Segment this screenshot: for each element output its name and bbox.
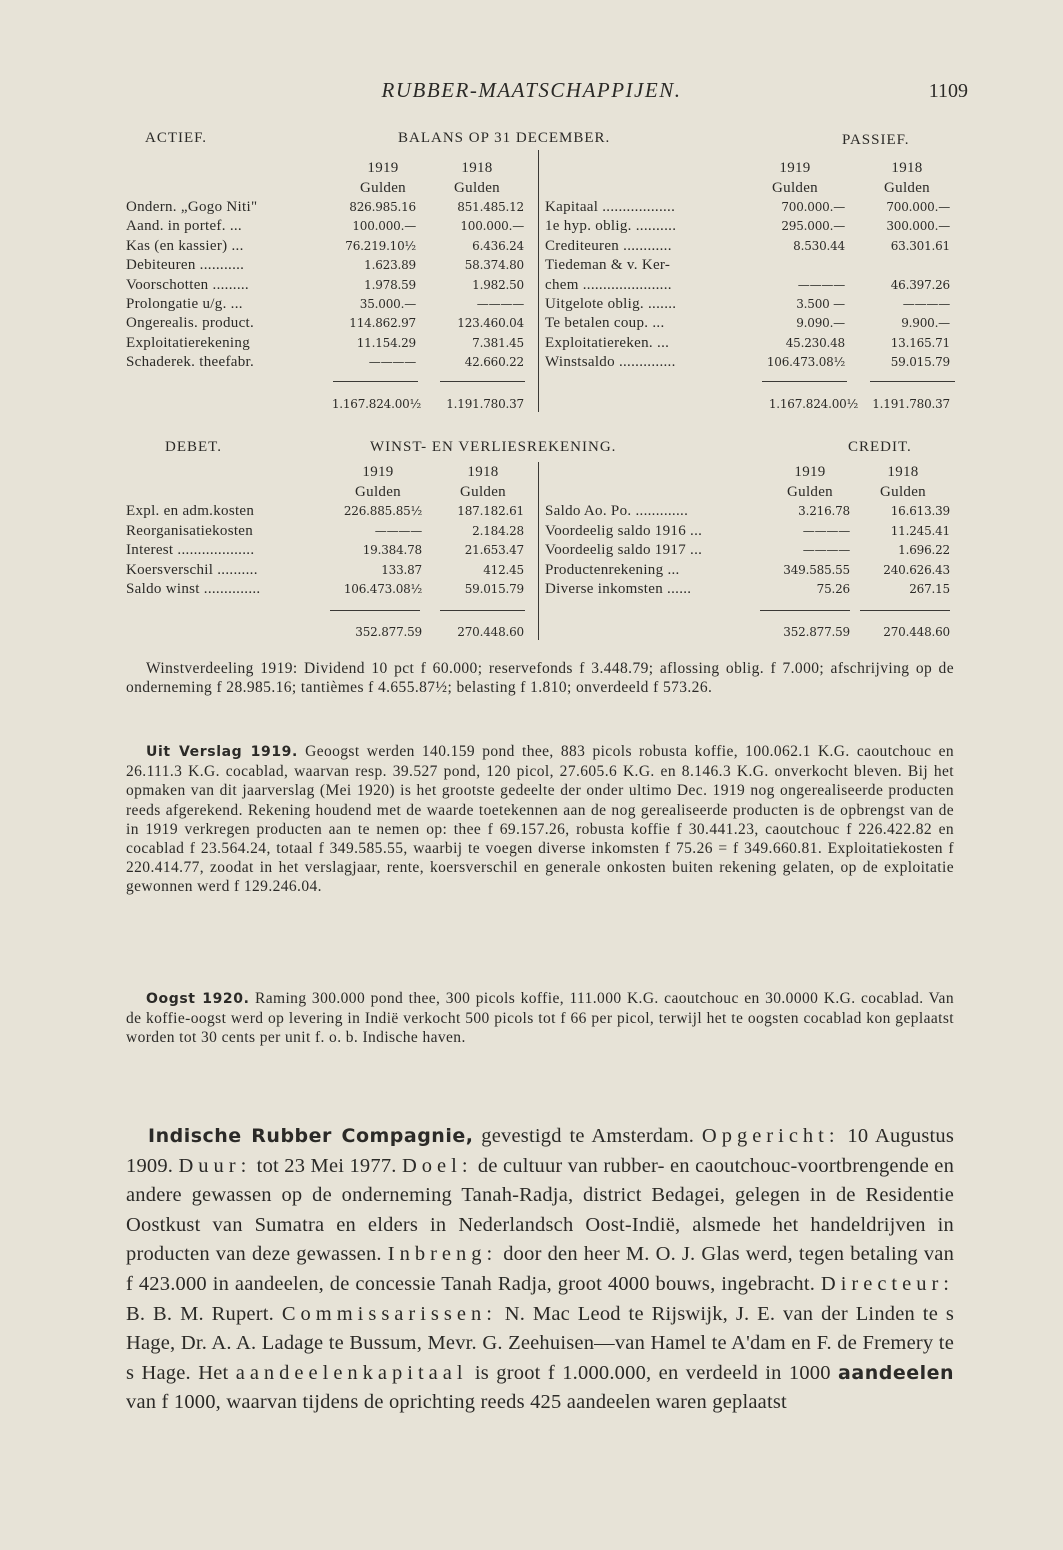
pl-credit-row-value-1918: 240.626.43 [883, 562, 950, 577]
balance-rule-right-1919 [762, 381, 847, 382]
balance-liability-row-value-1918: 13.165.71 [890, 335, 950, 350]
pl-debet-row-label: Koersverschil .......... [126, 561, 258, 578]
balance-divider [538, 150, 539, 412]
pl-year-right-1918: 1918 [887, 464, 919, 480]
balance-asset-row-value-1919: 76.219.10½ [345, 238, 416, 253]
label-inbreng: Inbreng: [387, 1243, 498, 1266]
balance-asset-row-value-1919: 100.000.— [352, 219, 416, 234]
pl-rule-right-1918 [860, 610, 950, 611]
page-header-title: RUBBER-MAATSCHAPPIJEN. [381, 78, 682, 102]
pl-credit-row-value-1918: 16.613.39 [890, 504, 950, 518]
pl-rule-right-1919 [760, 610, 850, 611]
verslag-heading: Uit Verslag 1919. [146, 744, 298, 760]
balance-liability-row-label: Crediteuren ............ [545, 237, 672, 254]
balance-asset-row-value-1919: 1.623.89 [364, 258, 416, 273]
pl-debet-row-value-1918: 21.653.47 [464, 543, 524, 558]
pl-credit-row-value-1919: ———— [802, 523, 850, 538]
page-number: 1109 [928, 80, 968, 102]
oogst-paragraph [126, 989, 954, 1048]
balance-liability-row-value-1918: 59.015.79 [890, 355, 950, 370]
balance-rule-left-1919 [333, 381, 418, 382]
pl-debet-row-value-1918: 412.45 [483, 562, 524, 577]
balance-asset-row-value-1918: 42.660.22 [464, 355, 524, 370]
pl-rule-left-1919 [330, 610, 420, 611]
pl-credit-row-value-1919: 75.26 [816, 582, 850, 597]
pl-total-right-1919: 352.877.59 [783, 625, 850, 639]
balance-liability-row-label: Kapitaal .................. [545, 199, 676, 215]
doel-value: de cultuur van rubber- en caoutchouc-voortbrengende en andere gewassen op de onderneming Tanah-Radja, district Bedagei, gelegen in de Residentie Oostkust van Sumatra en elders in Nederlandsch Oost-Indië, alsmede het handeldrijven in producten van deze gewassen. [126, 1154, 955, 1266]
balance-asset-row-label: Schaderek. theefabr. [126, 354, 255, 371]
actief-label: ACTIEF. [145, 130, 208, 146]
balance-asset-row-value-1918: 100.000.— [460, 219, 524, 234]
pl-credit-row-value-1919: 3.216.78 [798, 504, 850, 518]
balance-asset-row-value-1918: 7.381.45 [472, 335, 524, 350]
company-paragraph [126, 1122, 954, 1418]
balance-total-right-1919: 1.167.824.00½ [768, 397, 858, 411]
pl-title: WINST- EN VERLIESREKENING. [370, 439, 617, 455]
balance-liability-row-label: Exploitatiereken. ... [545, 334, 670, 351]
pl-debet-row-value-1918: 187.182.61 [457, 504, 524, 518]
oogst-heading: Oogst 1920. [146, 991, 250, 1007]
pl-rule-left-1918 [440, 610, 525, 611]
pl-debet-row-value-1919: 106.473.08½ [343, 582, 422, 597]
pl-year-left-1918: 1918 [467, 464, 499, 480]
commissarissen-value: N. Mac Leod te Rijswijk, J. E. van der Linden te s Hage, Dr. A. A. Ladage te Bussum, Mevr. G. Zeehuisen—van Hamel te A'dam en F. de Fremery te s Hage. Het [126, 1302, 955, 1384]
pl-unit-right-1919: Gulden [787, 484, 833, 500]
label-commissarissen: Commissarissen: [281, 1302, 497, 1325]
directeur-value: B. B. M. Rupert. [126, 1302, 274, 1325]
balance-asset-row-label: Ongerealis. product. [126, 315, 255, 332]
balance-liability-row-label: Tiedeman & v. Ker- [545, 257, 671, 274]
balance-unit-left-1919: Gulden [360, 180, 406, 196]
winstverdeeling-paragraph: Winstverdeeling 1919: Dividend 10 pct f 60.000; reservefonds f 3.448.79; aflossing oblig. f 7.000; afschrijving op de onderneming f 28.985.16; tantièmes f 4.655.87½; belasting f 1.810; onverdeeld f 573.26. [126, 660, 954, 697]
label-duur: Duur: [178, 1154, 252, 1177]
balance-liability-row-value-1918: 46.397.26 [890, 277, 950, 292]
balance-asset-row-value-1918: 6.436.24 [472, 238, 524, 253]
balance-asset-row-label: Voorschotten ......... [126, 276, 249, 293]
balance-asset-row-value-1919: 826.985.16 [349, 200, 416, 214]
balance-asset-row-value-1919: ———— [368, 355, 416, 370]
label-directeur: Directeur: [820, 1272, 954, 1295]
balance-total-left-1918: 1.191.780.37 [446, 397, 524, 411]
balance-rule-right-1918 [870, 381, 955, 382]
balance-liability-row-label: Uitgelote oblig. ....... [545, 296, 677, 312]
balance-year-right-1919: 1919 [779, 160, 811, 176]
balance-asset-row-value-1918: 58.374.80 [464, 258, 524, 273]
balance-liability-row-value-1918: ———— [902, 297, 950, 311]
balance-liability-row-label: Winstsaldo .............. [545, 354, 676, 371]
balance-year-right-1918: 1918 [891, 160, 923, 176]
balance-asset-row-label: Debiteuren ........... [126, 257, 245, 274]
balance-liability-row-value-1919: 700.000.— [781, 200, 845, 214]
balance-liability-row-value-1919: ———— [797, 277, 845, 292]
balance-liability-row-value-1919: 295.000.— [781, 219, 845, 234]
balance-asset-row-value-1918: 851.485.12 [457, 200, 524, 214]
balance-liability-row-label: Te betalen coup. ... [545, 315, 665, 332]
balance-liability-row-value-1918: 9.900.— [901, 316, 950, 331]
pl-unit-right-1918: Gulden [880, 484, 926, 500]
pl-debet-row-label: Reorganisatiekosten [126, 522, 254, 539]
pl-total-left-1919: 352.877.59 [355, 625, 422, 639]
balance-asset-row-label: Exploitatierekening [126, 334, 250, 351]
balance-title: BALANS OP 31 DECEMBER. [398, 130, 611, 146]
balance-total-right-1918: 1.191.780.37 [872, 397, 950, 411]
pl-credit-row-value-1918: 267.15 [909, 582, 950, 597]
pl-credit-row-value-1918: 11.245.41 [890, 523, 950, 538]
pl-credit-row-value-1919: ———— [802, 543, 850, 558]
company-name: Indische Rubber Compagnie, [148, 1125, 474, 1147]
balance-asset-row-value-1919: 11.154.29 [356, 335, 416, 350]
pl-year-left-1919: 1919 [362, 464, 394, 480]
pl-debet-row-label: Saldo winst .............. [126, 581, 261, 598]
balance-rule-left-1918 [440, 381, 525, 382]
pl-total-right-1918: 270.448.60 [883, 625, 950, 639]
balance-liability-row-value-1918: 700.000.— [886, 200, 950, 214]
balance-asset-row-label: Aand. in portef. ... [126, 218, 242, 235]
balance-asset-row-value-1918: ———— [476, 297, 524, 311]
balance-unit-right-1918: Gulden [884, 180, 930, 196]
pl-debet-row-value-1919: 226.885.85½ [343, 504, 422, 518]
pl-credit-row-label: Voordeelig saldo 1916 ... [545, 522, 703, 539]
pl-debet-row-label: Expl. en adm.kosten [126, 503, 255, 519]
kapitaal-value: is groot f 1.000.000, en verdeeld in 1000 [474, 1361, 831, 1384]
balance-liability-row-value-1918: 300.000.— [886, 219, 950, 234]
pl-total-left-1918: 270.448.60 [457, 625, 524, 639]
pl-debet-row-value-1919: 133.87 [381, 562, 422, 577]
pl-credit-row-label: Saldo Ao. Po. ............. [545, 503, 689, 519]
label-doel: Doel: [401, 1154, 473, 1177]
balance-asset-row-value-1919: 1.978.59 [364, 277, 416, 292]
balance-asset-row-value-1919: 35.000.— [359, 297, 416, 311]
balance-liability-row-value-1919: 106.473.08½ [766, 355, 845, 370]
credit-label: CREDIT. [848, 439, 912, 455]
passief-label: PASSIEF. [842, 132, 910, 148]
label-opgericht: Opgericht: [701, 1125, 840, 1147]
oogst-text: Raming 300.000 pond thee, 300 picols koffie, 111.000 K.G. caoutchouc en 30.0000 K.G. cocablad. Van de koffie-oogst werd op levering in Indië verkocht 500 picols tot f 66 per picol, terwijl het te oogsten cocablad kon geplaatst worden tot 30 cents per unit f. o. b. Indische haven. [126, 990, 954, 1047]
pl-credit-row-value-1918: 1.696.22 [898, 543, 950, 558]
balance-asset-row-label: Prolongatie u/g. ... [126, 296, 243, 312]
duur-value: tot 23 Mei 1977. [256, 1154, 397, 1177]
balance-unit-right-1919: Gulden [772, 180, 818, 196]
verslag-paragraph [126, 742, 954, 897]
aandeelen-detail: van f 1000, waarvan tijdens de oprichting reeds 425 aandeelen waren geplaatst [126, 1391, 787, 1414]
inbreng-value: door den heer M. O. J. Glas werd, tegen betaling van f 423.000 in aandeelen, de concessie Tanah Radja, groot 4000 bouws, ingebracht. [126, 1243, 955, 1295]
balance-asset-row-value-1918: 1.982.50 [472, 277, 524, 292]
balance-asset-row-value-1919: 114.862.97 [349, 316, 416, 331]
pl-unit-left-1918: Gulden [460, 484, 506, 500]
pl-divider [538, 462, 539, 640]
opgericht-value: 10 Augustus 1909. [126, 1125, 955, 1177]
pl-year-right-1919: 1919 [794, 464, 826, 480]
balance-liability-row-label: 1e hyp. oblig. .......... [545, 218, 677, 235]
balance-total-left-1919: 1.167.824.00½ [331, 397, 421, 411]
balance-liability-row-label: chem ...................... [545, 276, 672, 293]
balance-year-left-1919: 1919 [367, 160, 399, 176]
balance-unit-left-1918: Gulden [454, 180, 500, 196]
balance-liability-row-value-1919: 8.530.44 [793, 238, 845, 253]
label-aandeelenkapitaal: aandeelenkapitaal [235, 1361, 468, 1384]
balance-asset-row-value-1918: 123.460.04 [457, 316, 524, 331]
balance-liability-row-value-1919: 3.500 — [796, 297, 845, 311]
aandeelen-word: aandeelen [838, 1361, 955, 1384]
balance-asset-row-label: Kas (en kassier) ... [126, 237, 244, 254]
pl-debet-row-value-1918: 59.015.79 [464, 582, 524, 597]
company-location: gevestigd te Amsterdam. [481, 1125, 695, 1147]
balance-year-left-1918: 1918 [461, 160, 493, 176]
pl-debet-row-label: Interest ................... [126, 542, 255, 559]
balance-liability-row-value-1918: 63.301.61 [890, 238, 950, 253]
pl-debet-row-value-1919: ———— [374, 523, 422, 538]
pl-debet-row-value-1918: 2.184.28 [472, 523, 524, 538]
balance-liability-row-value-1919: 9.090.— [796, 316, 845, 331]
balance-liability-row-value-1919: 45.230.48 [785, 335, 845, 350]
pl-debet-row-value-1919: 19.384.78 [362, 543, 422, 558]
pl-credit-row-label: Voordeelig saldo 1917 ... [545, 542, 703, 559]
pl-credit-row-value-1919: 349.585.55 [783, 562, 850, 577]
pl-unit-left-1919: Gulden [355, 484, 401, 500]
pl-credit-row-label: Productenrekening ... [545, 561, 680, 578]
pl-credit-row-label: Diverse inkomsten ...... [545, 581, 692, 598]
verslag-text: Geoogst werden 140.159 pond thee, 883 picols robusta koffie, 100.062.1 K.G. caoutchouc en 26.111.3 K.G. cocablad, waarvan resp. 39.527 pond, 120 picol, 27.605.6 K.G. en 8.146.3 K.G. onverkocht bleven. Bij het opmaken van dit jaarverslag (Mei 1920) is het grootste gedeelte der onder ultimo Dec. 1919 nog ongerealiseerde producten reeds afgerekend. Rekening houdend met de waarde toetekennen aan de nog gerealiseerde producten is de opbrengst van de in 1919 verkregen producten aan te nemen op: thee f 69.157.26, robusta koffie f 30.441.23, caoutchouc f 226.422.82 en cocablad f 23.564.24, totaal f 349.585.55, waarbij te voegen diverse inkomsten f 75.26 = f 349.660.81. Exploitatiekosten f 220.414.77, zoodat in het verslagjaar, rente, koersverschil en generale onkosten buiten rekening gelaten, op de exploitatie gewonnen werd f 129.246.04. [126, 743, 955, 896]
debet-label: DEBET. [165, 439, 222, 455]
balance-asset-row-label: Ondern. „Gogo Niti" [126, 199, 258, 215]
